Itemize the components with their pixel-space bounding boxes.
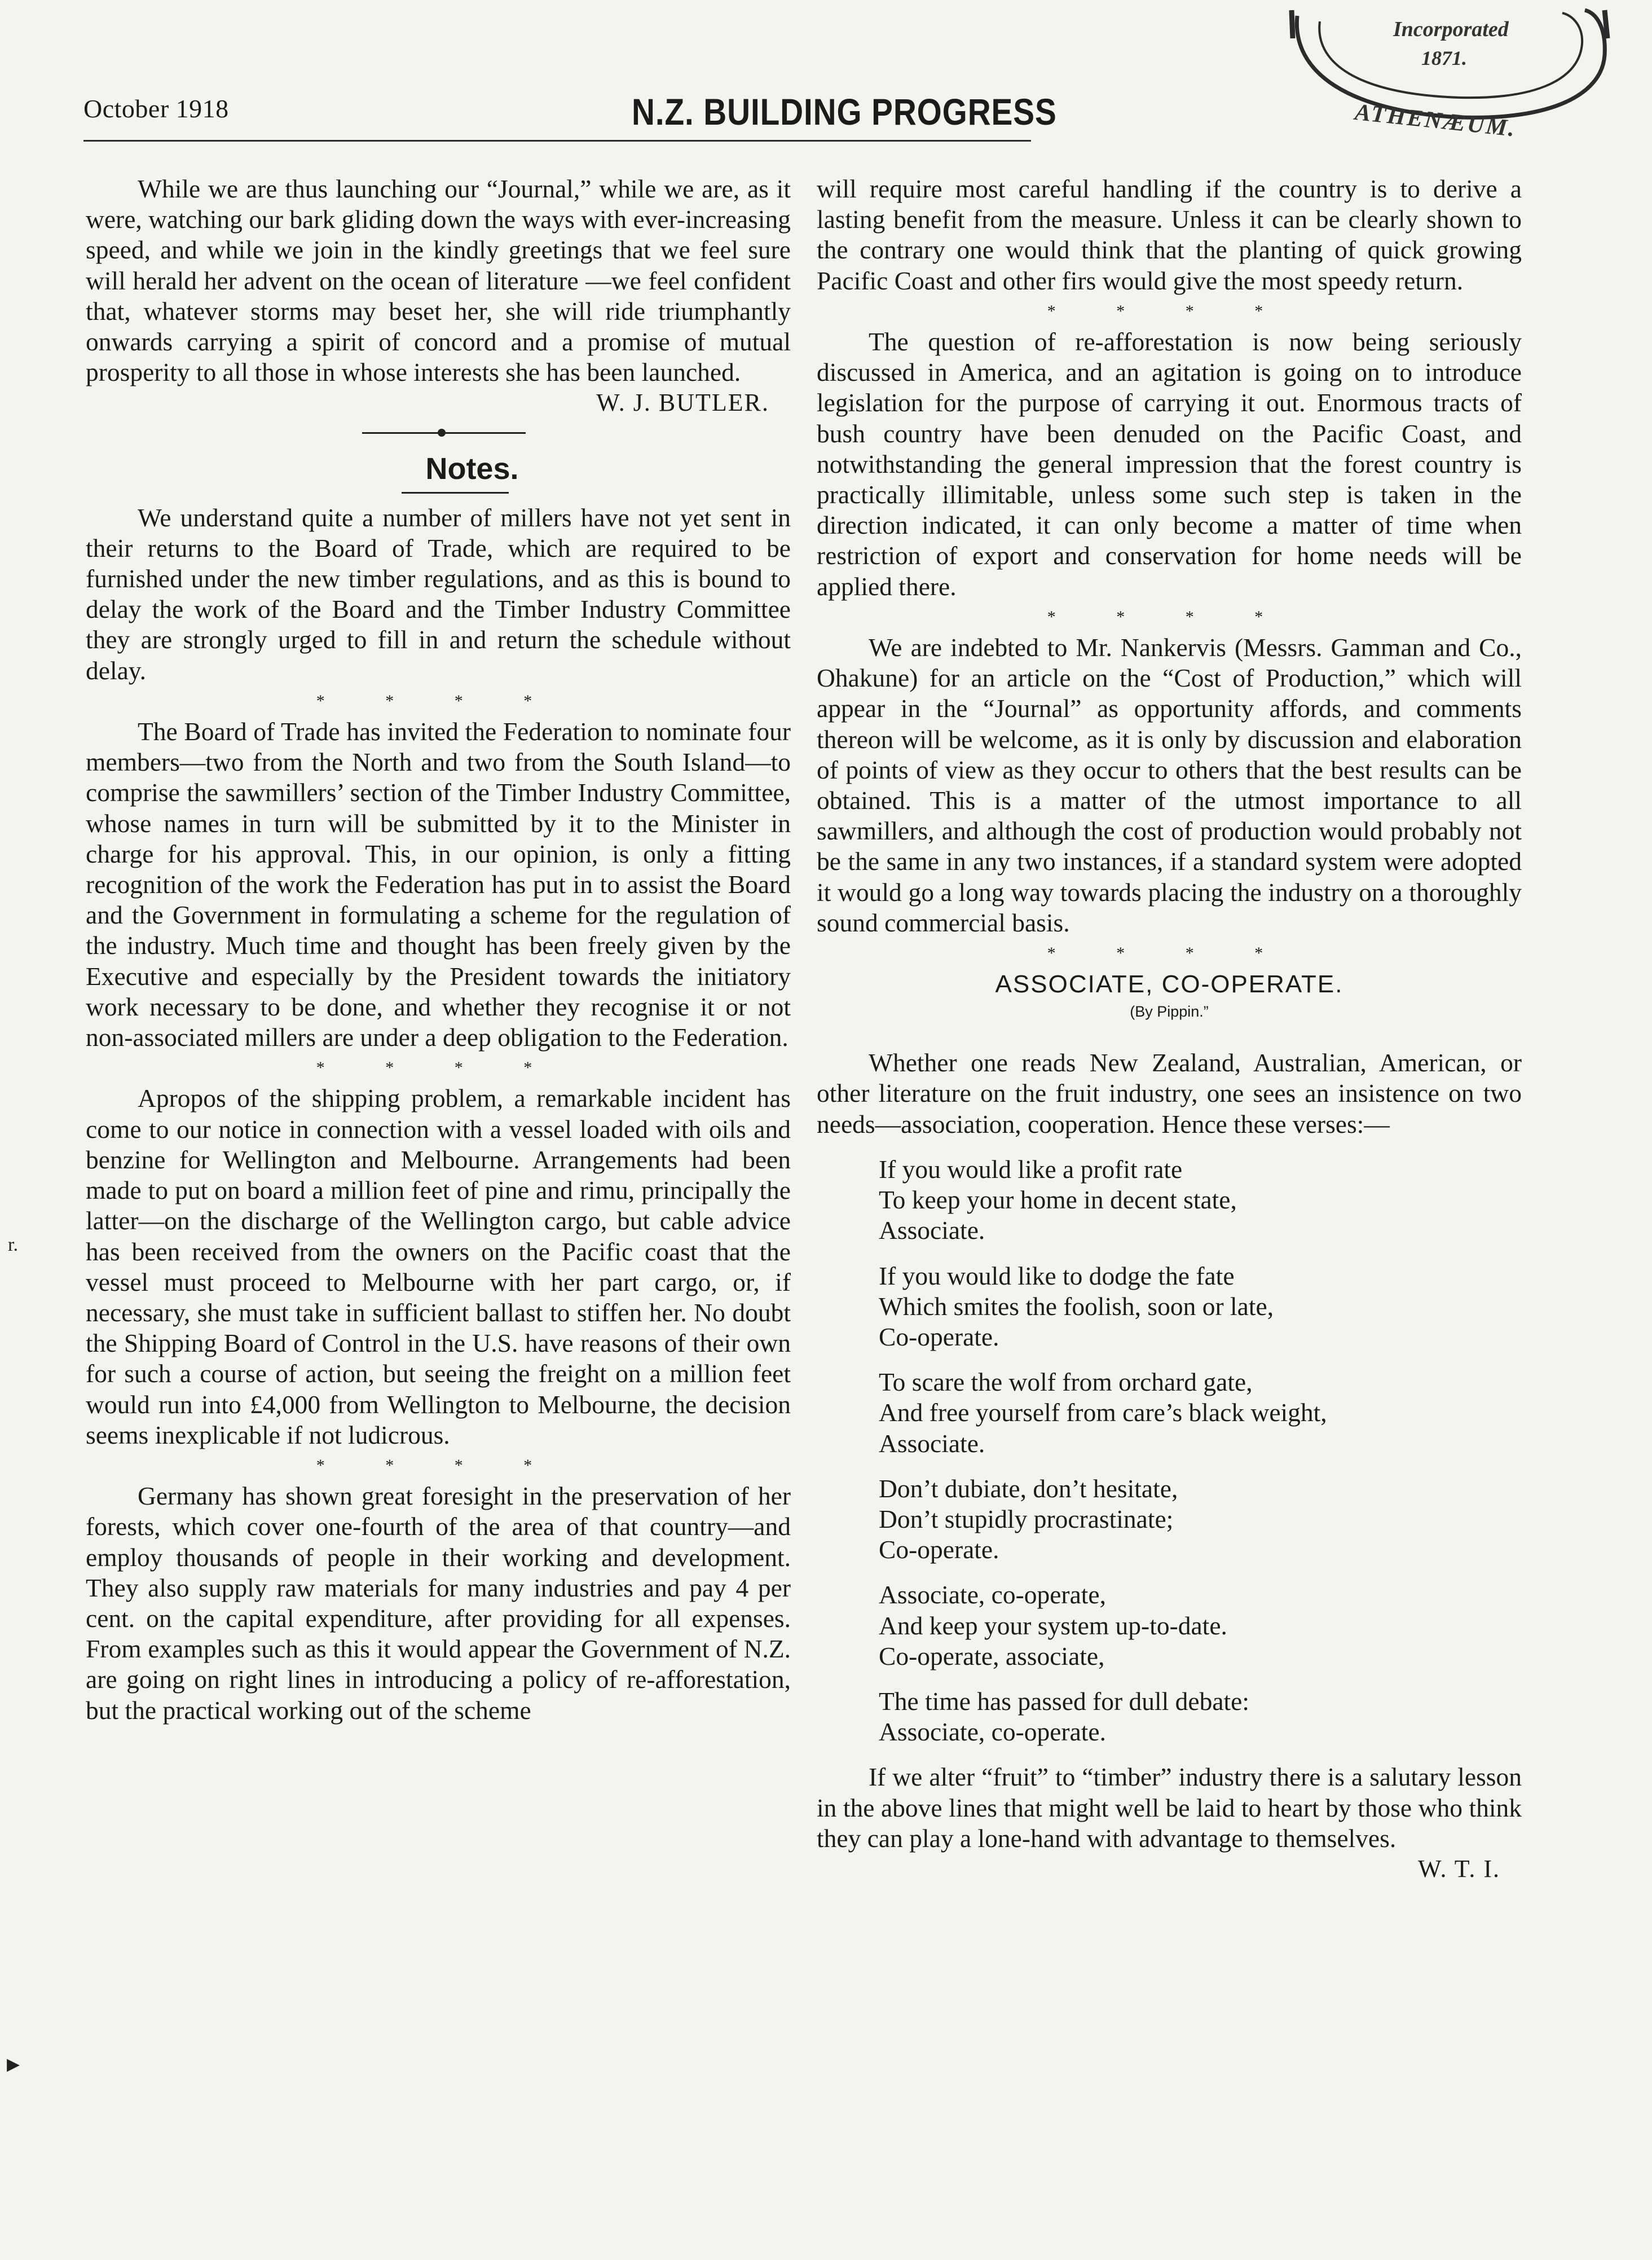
section-stars: * * * *: [316, 691, 561, 710]
poem-line: Co-operate.: [879, 1535, 999, 1564]
article-outro: If we alter “fruit” to “timber” industry there is a salutary lesson in the above lines that might well be laid to heart by those who think they can play a lone-hand with advantage to themselves.: [817, 1762, 1522, 1853]
poem-stanza: [879, 1686, 1522, 1747]
poem-stanza: [879, 1154, 1522, 1246]
poem-stanza: [879, 1580, 1522, 1672]
poem-line: If you would like a profit rate: [879, 1154, 1183, 1184]
poem-line: To scare the wolf from orchard gate,: [879, 1368, 1253, 1397]
issue-date: October 1918: [83, 94, 229, 123]
publication-title: N.Z. BUILDING PROGRESS: [632, 91, 1057, 133]
poem-line: Associate.: [879, 1428, 985, 1458]
poem-line: And keep your system up-to-date.: [879, 1611, 1227, 1640]
poem-line: Associate, co-operate,: [879, 1580, 1106, 1610]
poem-stanza: [879, 1474, 1522, 1566]
right-column: [817, 174, 1522, 1884]
stamp-text-athenaeum: ATHENÆUM.: [1354, 99, 1518, 142]
notes-paragraph: The Board of Trade has invited the Federation to nominate four members—two from the North and two from the South Island—to comprise the sawmillers’ section of the Timber Industry Committee, whose names in turn will be submitted by it to the Minister in charge for his approval. This, in our opinion, is only a fitting recognition of the work the Federation has put in to assist the Board and the Government in formulating a scheme for the regulation of the industry. Much time and thought has been freely given by the Executive and especially by the President towards the initiatory work necessary to be done, and whether they recognise it or not non-associated millers are under a deep obligation to the Federation.: [86, 717, 791, 1052]
poem-line: If you would like to dodge the fate: [879, 1261, 1235, 1290]
poem-line: Which smites the foolish, soon or late,: [879, 1291, 1274, 1321]
poem-line: Don’t dubiate, don’t hesitate,: [879, 1474, 1178, 1503]
margin-mark: r.: [8, 1234, 18, 1255]
poem-line: Associate.: [879, 1216, 985, 1245]
poem-line: The time has passed for dull debate:: [879, 1686, 1250, 1716]
section-stars: * * * *: [1047, 944, 1292, 963]
notes-paragraph: We understand quite a number of millers have not yet sent in their returns to the Board of Trade, which are required to be furnished under the new timber regulations, and as this is bound to delay the work of the Board and the Timber Industry Committee they are strongly urged to fill in and return the schedule without delay.: [86, 503, 791, 685]
notes-paragraph: We are indebted to Mr. Nankervis (Messrs. Gamman and Co., Ohakune) for an article on the “Cost of Production,” which will appear in the “Journal” as opportunity affords, and comments thereon will be welcome, as it is only by discussion and elaboration of points of view as they occur to others that the best results can be obtained. This is a matter of the utmost importance to all sawmillers, and although the cost of production would probably not be the same in any two instances, if a standard system were adopted it would go a long way towards placing the industry on a thoroughly sound commercial basis.: [817, 633, 1522, 937]
left-column: [86, 174, 791, 1726]
poem-line: And free yourself from care’s black weight,: [879, 1398, 1327, 1427]
notes-paragraph: Germany has shown great foresight in the preservation of her forests, which cover one-fourth of the area of that country—and employ thousands of people in their working and development. They also supply raw materials for many industries and pay 4 per cent. on the capital expenditure, after providing for all expenses. From examples such as this it would appear the Government of N.Z. are going on right lines in introducing a policy of re-afforestation, but the practical working out of the scheme: [86, 1481, 791, 1725]
section-stars: * * * *: [1047, 301, 1292, 320]
article-byline: (By Pippin.”: [1130, 1003, 1209, 1021]
article-heading: ASSOCIATE, CO-OPERATE.: [995, 970, 1343, 999]
poem-line: Don’t stupidly procrastinate;: [879, 1504, 1174, 1533]
continued-paragraph: will require most careful handling if the country is to derive a lasting benefit from the measure. Unless it can be clearly shown to the contrary one would think that the planting of quick growing Pacific Coast and other firs would give the most speedy return.: [817, 174, 1522, 295]
intro-paragraph: While we are thus launching our “Journal,” while we are, as it were, watching our bark gliding down the ways with ever-increasing speed, and while we join in the kindly greetings that we feel sure will herald her advent on the ocean of literature —we feel confident that, whatever storms may beset her, she will ride triumphantly onwards carrying a spirit of concord and a promise of mutual prosperity to all those in whose interests she has been launched.: [86, 174, 791, 387]
stamp-text-incorporated: Incorporated: [1393, 17, 1509, 41]
poem-stanza: [879, 1367, 1522, 1459]
notes-paragraph: Apropos of the shipping problem, a remarkable incident has come to our notice in connection with a vessel loaded with oils and benzine for Wellington and Melbourne. Arrangements had been made to put on board a million feet of pine and rimu, principally the latter—on the discharge of the Wellington cargo, but cable advice has been received from the owners on the Pacific coast that the vessel must proceed to Melbourne with her part cargo, or, if necessary, she must take in sufficient ballast to stiffen her. No doubt the Shipping Board of Control in the U.S. have reasons of their own for such a course of action, but seeing the freight on a million feet would run into £4,000 from Wellington to Melbourne, the decision seems inexplicable if not ludicrous.: [86, 1084, 791, 1449]
poem-line: Co-operate.: [879, 1322, 999, 1351]
intro-signature: W. J. BUTLER.: [596, 389, 769, 417]
header-rule: [83, 140, 1031, 142]
stamp-text-year: 1871.: [1421, 47, 1467, 69]
notes-heading-rule: [402, 492, 509, 494]
separator-rule: [86, 419, 791, 449]
section-stars: * * * *: [1047, 607, 1292, 626]
notes-heading: Notes.: [425, 451, 519, 486]
notes-paragraph: The question of re-afforestation is now being seriously discussed in America, and an agitation is going on to introduce legislation for the purpose of carrying it out. Enormous tracts of bush country have been denuded on the Pacific Coast, and notwithstanding the general impression that the forest country is practically illimitable, unless some such step is taken in the direction indicated, it can only become a matter of time when restriction of export and conservation for home needs will be applied there.: [817, 327, 1522, 601]
article-intro: Whether one reads New Zealand, Australian, American, or other literature on the fruit industry, one sees an insistence on two needs—association, cooperation. Hence these verses:—: [817, 1048, 1522, 1138]
section-stars: * * * *: [316, 1456, 561, 1475]
margin-mark: ▸: [7, 2049, 20, 2078]
poem-line: To keep your home in decent state,: [879, 1185, 1237, 1215]
poem-line: Associate, co-operate.: [879, 1717, 1106, 1747]
poem-stanza: [879, 1261, 1522, 1353]
poem-line: Co-operate, associate,: [879, 1641, 1105, 1670]
poem: [817, 1154, 1522, 1747]
article-signature: W. T. I.: [1418, 1854, 1500, 1883]
section-stars: * * * *: [316, 1058, 561, 1078]
